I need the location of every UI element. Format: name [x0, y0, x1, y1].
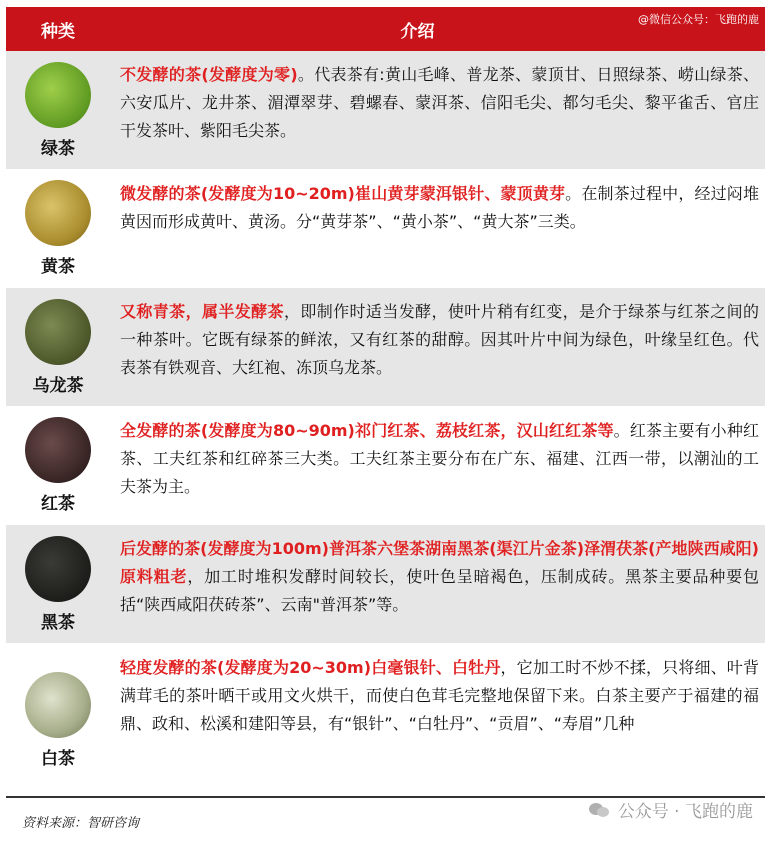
black-tea-image	[25, 536, 91, 602]
source-note: 资料来源：智研咨询	[22, 816, 140, 831]
intro-cell	[110, 170, 765, 287]
intro-cell	[110, 525, 765, 643]
type-name: 乌龙茶	[32, 375, 84, 396]
intro-text: ，即制作时适当发酵，使叶片稍有红变，是介于绿茶与红茶之间的一种茶叶。它既有绿茶的鲜浓，又有红茶的甜醇。因其叶片中间为绿色，叶缘呈红色。代表茶有铁观音、大红袍、冻顶乌龙茶。	[120, 302, 759, 377]
yellow-tea-image	[25, 180, 91, 246]
highlight-text: 全发酵的茶(发酵度为80~90m)祁门红茶、荔枝红茶，汉山红红茶等	[120, 421, 614, 440]
highlight-text: 又称青茶，属半发酵茶	[120, 302, 284, 321]
type-cell	[6, 407, 110, 524]
table-row	[6, 407, 765, 525]
type-cell	[6, 525, 110, 643]
type-name: 绿茶	[41, 138, 75, 159]
header-intro: 介绍	[400, 21, 435, 42]
highlight-text: 微发酵的茶(发酵度为10~20m)崔山黄芽蒙洱银针、蒙顶黄芽	[120, 184, 566, 203]
table-row	[6, 51, 765, 170]
table-row	[6, 644, 765, 797]
header-watermark: @微信公众号：飞跑的鹿	[638, 13, 759, 26]
table-row	[6, 525, 765, 644]
intro-text: 。代表茶有:黄山毛峰、普龙茶、蒙顶甘、日照绿茶、崂山绿茶、六安瓜片、龙井茶、湄潭翠芽、碧螺春、蒙洱茶、信阳毛尖、都匀毛尖、黎平雀舌、官庄干发茶叶、紫阳毛尖茶。	[120, 65, 759, 140]
type-name: 白茶	[41, 748, 75, 769]
type-cell	[6, 51, 110, 169]
type-name: 红茶	[41, 494, 75, 514]
type-cell	[6, 288, 110, 406]
table-row	[6, 170, 765, 288]
type-name: 黄茶	[41, 257, 75, 277]
table-header	[6, 7, 765, 51]
intro-cell	[110, 51, 765, 169]
intro-text: 。在制茶过程中，经过闷堆黄因而形成黄叶、黄汤。分“黄芽茶”、“黄小茶”、“黄大茶”三类。	[120, 184, 759, 231]
wechat-icon	[588, 802, 610, 818]
table-row	[6, 288, 765, 407]
white-tea-image	[25, 672, 91, 738]
highlight-text: 后发酵的茶(发酵度为100m)普洱茶六堡茶湖南黑茶(渠江片金茶)泽渭茯茶(产地陕西咸阳)原料粗老	[120, 539, 759, 586]
type-cell	[6, 170, 110, 287]
oolong-tea-image	[25, 299, 91, 365]
bottom-watermark	[588, 797, 753, 822]
intro-text: ，它加工时不炒不揉，只将细、叶背满茸毛的茶叶晒干或用文火烘干，而使白色茸毛完整地保留下来。白茶主要产于福建的福鼎、政和、松溪和建阳等县，有“银针”、“白牡丹”、“贡眉”、“寿眉”几种	[120, 658, 759, 733]
intro-cell	[110, 644, 765, 796]
intro-cell	[110, 407, 765, 524]
intro-text: 。红茶主要有小种红茶、工夫红茶和红碎茶三大类。工夫红茶主要分布在广东、福建、江西一带，以潮汕的工夫茶为主。	[120, 421, 759, 496]
green-tea-image	[25, 62, 91, 128]
highlight-text: 轻度发酵的茶(发酵度为20~30m)白毫银针、白牡丹	[120, 658, 501, 677]
intro-text: ，加工时堆积发酵时间较长，使叶色呈暗褐色，压制成砖。黑茶主要品种要包括“陕西咸阳茯砖茶”、云南"普洱茶”等。	[120, 567, 759, 614]
tea-types-table	[6, 7, 765, 797]
intro-cell	[110, 288, 765, 406]
type-name: 黑茶	[41, 612, 75, 633]
red-tea-image	[25, 417, 91, 483]
header-type: 种类	[41, 21, 75, 42]
type-cell	[6, 644, 110, 796]
watermark-text: 公众号 · 飞跑的鹿	[617, 802, 753, 822]
highlight-text: 不发酵的茶(发酵度为零)	[120, 65, 298, 84]
